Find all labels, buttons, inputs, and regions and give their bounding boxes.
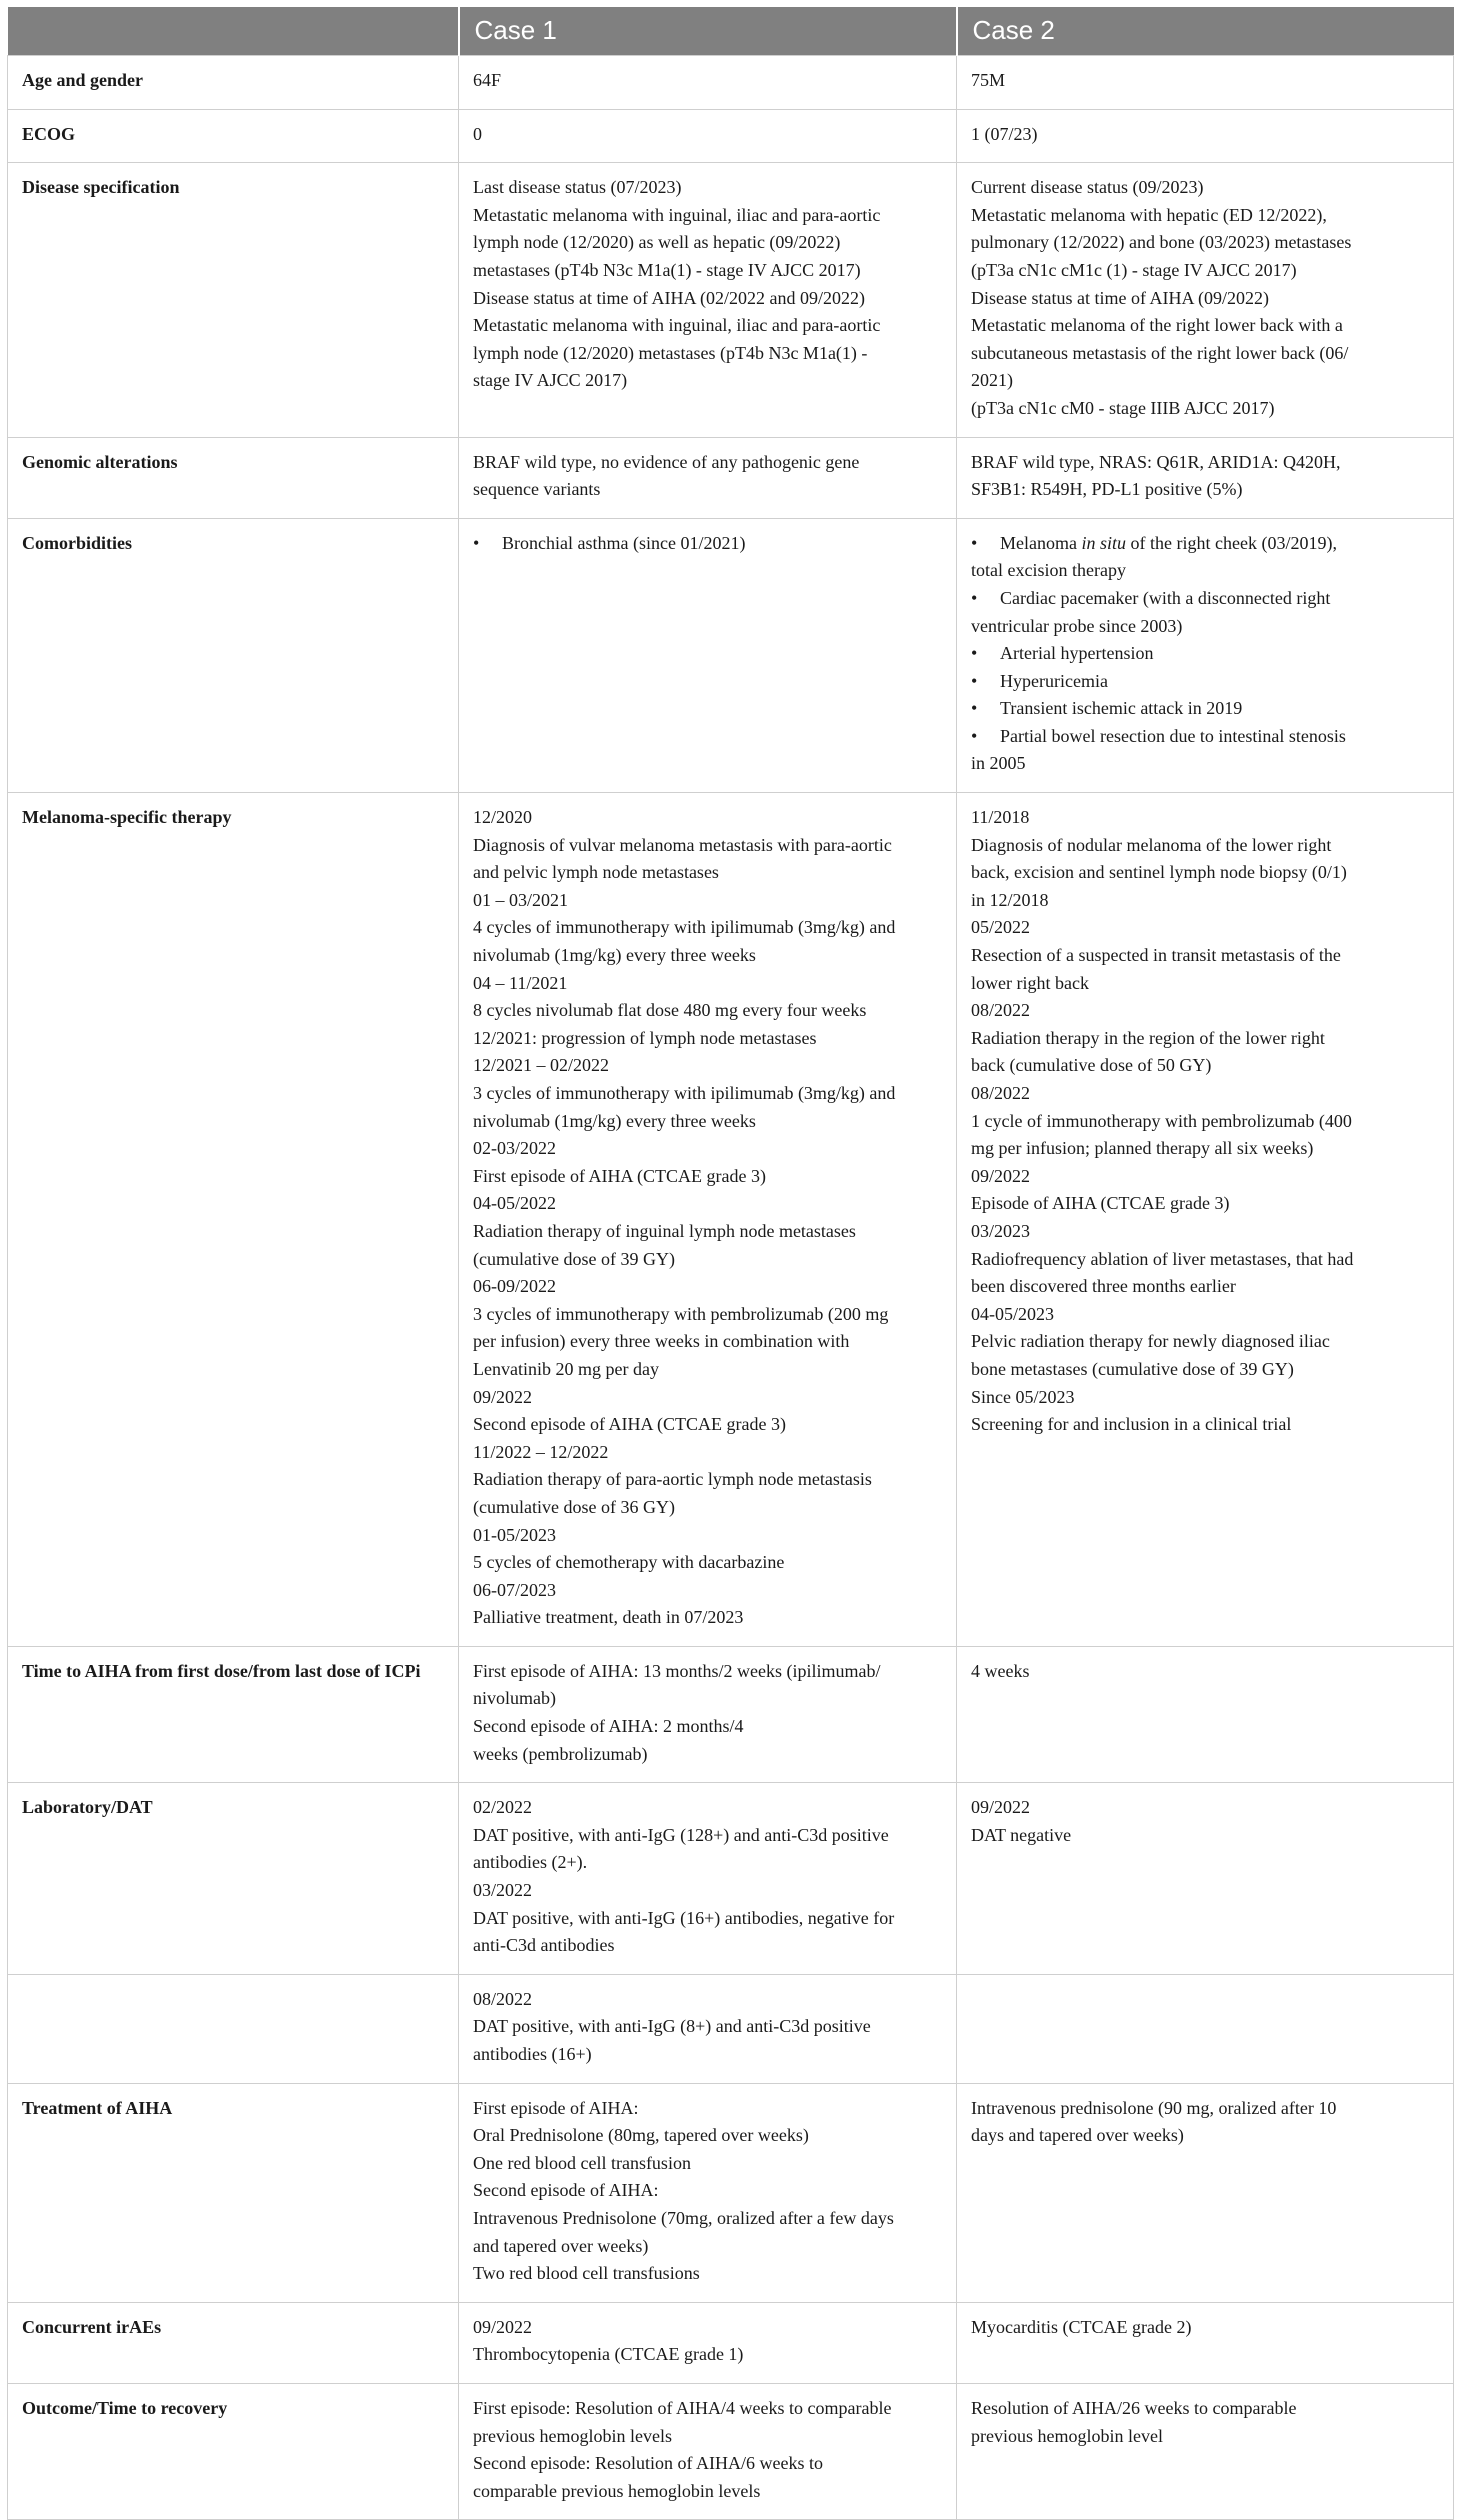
cell-line: stage IV AJCC 2017): [473, 370, 628, 391]
cell-line: 06-09/2022: [473, 1276, 556, 1297]
header-cell-case-1: Case 1: [459, 7, 957, 56]
bullet-text: Cardiac pacemaker (with a disconnected right: [1000, 587, 1331, 608]
cell-line: lymph node (12/2020) metastases (pT4b N3c M1a(1) -: [473, 342, 868, 363]
cell-line: 08/2022: [473, 1988, 533, 2009]
bullet-item: [971, 668, 1439, 696]
cell-line: 4 cycles of immunotherapy with ipilimumab (3mg/kg) and: [473, 917, 896, 938]
cell-line: 8 cycles nivolumab flat dose 480 mg every four weeks: [473, 1000, 867, 1021]
cell-line: bone metastases (cumulative dose of 39 GY): [971, 1358, 1294, 1379]
cell-line: sequence variants: [473, 479, 601, 500]
cell-line: 4 weeks: [971, 1660, 1030, 1681]
case-2-cell: [957, 56, 1454, 110]
bullet-text: Partial bowel resection due to intestinal stenosis: [1000, 725, 1346, 746]
cell-line: 08/2022: [971, 1083, 1031, 1103]
cell-line: and pelvic lymph node metastases: [473, 862, 719, 883]
cell-line: nivolumab (1mg/kg) every three weeks: [473, 945, 756, 966]
cell-line: previous hemoglobin level: [971, 2425, 1163, 2446]
cell-line: nivolumab): [473, 1688, 556, 1709]
cell-line: BRAF wild type, NRAS: Q61R, ARID1A: Q420H,: [971, 451, 1341, 472]
cell-line: DAT positive, with anti-IgG (8+) and anti-C3d positive: [473, 2016, 871, 2037]
table-row: [8, 2083, 1454, 2302]
row-label: Melanoma-specific therapy: [8, 793, 459, 1647]
bullet-dot-icon: •: [971, 587, 978, 608]
cell-line: Episode of AIHA (CTCAE grade 3): [971, 1193, 1230, 1214]
cell-line: back, excision and sentinel lymph node biopsy (0/1): [971, 862, 1347, 883]
table-row: [8, 56, 1454, 110]
bullet-text: Transient ischemic attack in 2019: [1000, 698, 1243, 719]
case-1-cell: [459, 518, 957, 792]
cell-line: Screening for and inclusion in a clinical trial: [971, 1414, 1292, 1435]
cell-line: mg per infusion; planned therapy all six weeks): [971, 1138, 1314, 1159]
bullet-dot-icon: •: [971, 670, 978, 691]
table-row: [8, 518, 1454, 792]
cell-line: 0: [473, 123, 482, 144]
case-2-cell: [957, 1646, 1454, 1782]
cell-line: 06-07/2023: [473, 1579, 556, 1600]
cell-line: 01 – 03/2021: [473, 889, 569, 910]
cell-line: Metastatic melanoma with inguinal, iliac and para-aortic: [473, 315, 881, 336]
cell-line: Radiation therapy of inguinal lymph node metastases: [473, 1220, 856, 1241]
cell-line: (pT3a cN1c cM1c (1) - stage IV AJCC 2017): [971, 259, 1297, 280]
cell-line: 09/2022: [473, 1386, 533, 1407]
cell-line: Resolution of AIHA/26 weeks to comparable: [971, 2397, 1297, 2418]
cell-line: (cumulative dose of 39 GY): [473, 1248, 675, 1269]
cell-line: 05/2022: [971, 917, 1031, 938]
case-1-cell: [459, 1974, 957, 2083]
bullet-line: [971, 668, 1439, 696]
cell-line: 09/2022: [971, 1797, 1031, 1818]
cell-line: Second episode of AIHA: 2 months/4: [473, 1716, 744, 1737]
cell-line: lower right back: [971, 972, 1089, 993]
cell-line: Two red blood cell transfusions: [473, 2263, 700, 2284]
case-1-cell: [459, 2383, 957, 2519]
bullet-text: Melanoma in situ of the right cheek (03/2019),: [1000, 532, 1337, 553]
row-label: ECOG: [8, 109, 459, 163]
case-1-cell: [459, 1646, 957, 1782]
table-row: [8, 1646, 1454, 1782]
table-header: [8, 7, 1454, 56]
cell-line: weeks (pembrolizumab): [473, 1743, 648, 1764]
table-row: [8, 109, 1454, 163]
bullet-item: [971, 530, 1439, 585]
cell-line: Thrombocytopenia (CTCAE grade 1): [473, 2344, 744, 2365]
cell-line: 2021): [971, 370, 1013, 391]
cell-line: Intravenous prednisolone (90 mg, oralized after 10: [971, 2097, 1337, 2118]
cell-line: Radiation therapy in the region of the lower right: [971, 1027, 1325, 1048]
bullet-item: [473, 530, 942, 558]
table-row: [8, 1783, 1454, 1975]
table-row: [8, 2383, 1454, 2519]
bullet-dot-icon: •: [971, 698, 978, 719]
cell-line: 12/2020: [473, 807, 533, 828]
cell-line: previous hemoglobin levels: [473, 2425, 672, 2446]
bullet-text: Hyperuricemia: [1000, 670, 1108, 691]
bullet-line: [971, 750, 1439, 778]
bullet-text: in 2005: [971, 753, 1026, 774]
bullet-line: [971, 613, 1439, 641]
row-label: Comorbidities: [8, 518, 459, 792]
cell-line: Radiation therapy of para-aortic lymph node metastasis: [473, 1469, 872, 1490]
table-row: [8, 2302, 1454, 2383]
cell-line: Disease status at time of AIHA (09/2022): [971, 287, 1269, 308]
row-label: Treatment of AIHA: [8, 2083, 459, 2302]
bullet-line: [971, 557, 1439, 585]
cell-line: Metastatic melanoma of the right lower back with a: [971, 315, 1343, 336]
case-1-cell: [459, 56, 957, 110]
cell-line: 64F: [473, 70, 502, 90]
case-1-cell: [459, 1783, 957, 1975]
cell-line: Pelvic radiation therapy for newly diagnosed iliac: [971, 1331, 1330, 1352]
table-body: [8, 56, 1454, 2520]
cell-line: DAT negative: [971, 1824, 1072, 1845]
case-1-cell: [459, 2083, 957, 2302]
cell-line: 11/2018: [971, 807, 1030, 828]
cell-line: First episode of AIHA: 13 months/2 weeks (ipilimumab/: [473, 1660, 881, 1681]
bullet-text: Bronchial asthma (since 01/2021): [502, 532, 746, 553]
cell-line: Since 05/2023: [971, 1386, 1075, 1407]
case-1-cell: [459, 109, 957, 163]
cell-line: 1 cycle of immunotherapy with pembrolizumab (400: [971, 1110, 1352, 1131]
cell-line: 02/2022: [473, 1797, 533, 1818]
case-1-cell: [459, 437, 957, 518]
bullet-list: [971, 530, 1439, 778]
header-cell-empty: [8, 7, 459, 56]
cell-line: Oral Prednisolone (80mg, tapered over weeks): [473, 2125, 809, 2146]
cell-line: in 12/2018: [971, 889, 1049, 910]
header-cell-case-2: Case 2: [957, 7, 1454, 56]
bullet-list: [473, 530, 942, 558]
cell-line: 01-05/2023: [473, 1524, 556, 1545]
cell-line: 3 cycles of immunotherapy with ipilimumab (3mg/kg) and: [473, 1083, 896, 1103]
cell-line: Lenvatinib 20 mg per day: [473, 1358, 659, 1379]
case-2-cell: [957, 793, 1454, 1647]
cell-line: DAT positive, with anti-IgG (16+) antibodies, negative for: [473, 1907, 895, 1928]
cell-line: 09/2022: [971, 1165, 1031, 1186]
case-2-cell: [957, 1974, 1454, 2083]
cell-line: 04-05/2022: [473, 1193, 556, 1214]
bullet-dot-icon: •: [971, 725, 978, 746]
cell-line: per infusion) every three weeks in combination with: [473, 1331, 850, 1352]
case-2-cell: [957, 1783, 1454, 1975]
case-2-cell: [957, 518, 1454, 792]
cell-line: Diagnosis of vulvar melanoma metastasis with para-aortic: [473, 834, 892, 855]
cell-line: antibodies (16+): [473, 2044, 592, 2064]
bullet-line: [971, 640, 1439, 668]
cell-line: 3 cycles of immunotherapy with pembrolizumab (200 mg: [473, 1303, 889, 1324]
table-row: [8, 163, 1454, 437]
cell-line: 12/2021 – 02/2022: [473, 1055, 610, 1076]
row-label: Age and gender: [8, 56, 459, 110]
table-row: [8, 437, 1454, 518]
cell-line: Metastatic melanoma with hepatic (ED 12/2022),: [971, 204, 1327, 225]
bullet-line: [473, 530, 942, 558]
cell-line: Intravenous Prednisolone (70mg, oralized after a few days: [473, 2207, 894, 2228]
bullet-line: [971, 723, 1439, 751]
cell-line: been discovered three months earlier: [971, 1276, 1236, 1297]
case-1-cell: [459, 793, 957, 1647]
bullet-item: [971, 695, 1439, 723]
cell-line: First episode of AIHA (CTCAE grade 3): [473, 1165, 766, 1186]
case-2-cell: [957, 2383, 1454, 2519]
table-row: [8, 1974, 1454, 2083]
row-label: Laboratory/DAT: [8, 1783, 459, 1975]
cell-line: 04-05/2023: [971, 1303, 1054, 1324]
bullet-dot-icon: •: [971, 532, 978, 553]
case-2-cell: [957, 2083, 1454, 2302]
row-label: Genomic alterations: [8, 437, 459, 518]
case-2-cell: [957, 2302, 1454, 2383]
case-comparison-table: [7, 7, 1454, 2520]
cell-line: Diagnosis of nodular melanoma of the lower right: [971, 834, 1332, 855]
case-2-cell: [957, 437, 1454, 518]
row-label: Disease specification: [8, 163, 459, 437]
row-label: Outcome/Time to recovery: [8, 2383, 459, 2519]
cell-line: Palliative treatment, death in 07/2023: [473, 1607, 744, 1628]
cell-line: First episode of AIHA:: [473, 2097, 639, 2118]
table-row: [8, 793, 1454, 1647]
cell-line: DAT positive, with anti-IgG (128+) and anti-C3d positive: [473, 1824, 889, 1845]
case-1-cell: [459, 163, 957, 437]
cell-line: 03/2023: [971, 1220, 1031, 1241]
cell-line: days and tapered over weeks): [971, 2125, 1184, 2146]
cell-line: One red blood cell transfusion: [473, 2152, 691, 2173]
case-2-cell: [957, 163, 1454, 437]
cell-line: antibodies (2+).: [473, 1852, 588, 1873]
cell-line: lymph node (12/2020) as well as hepatic (09/2022): [473, 232, 841, 253]
cell-line: subcutaneous metastasis of the right lower back (06/: [971, 342, 1349, 363]
cell-line: 04 – 11/2021: [473, 972, 568, 993]
row-label: Time to AIHA from first dose/from last dose of ICPi: [8, 1646, 459, 1782]
bullet-line: [971, 695, 1439, 723]
cell-line: (pT3a cN1c cM0 - stage IIIB AJCC 2017): [971, 397, 1275, 418]
cell-line: Second episode of AIHA (CTCAE grade 3): [473, 1414, 786, 1435]
row-label: [8, 1974, 459, 2083]
cell-line: 1 (07/23): [971, 123, 1038, 144]
cell-line: Disease status at time of AIHA (02/2022 and 09/2022): [473, 287, 865, 308]
cell-line: 08/2022: [971, 1000, 1031, 1021]
case-1-cell: [459, 2302, 957, 2383]
cell-line: nivolumab (1mg/kg) every three weeks: [473, 1110, 756, 1131]
cell-line: metastases (pT4b N3c M1a(1) - stage IV AJCC 2017): [473, 259, 861, 280]
bullet-text: ventricular probe since 2003): [971, 615, 1183, 636]
cell-line: Radiofrequency ablation of liver metastases, that had: [971, 1248, 1354, 1269]
row-label: Concurrent irAEs: [8, 2302, 459, 2383]
bullet-line: [971, 585, 1439, 613]
cell-line: comparable previous hemoglobin levels: [473, 2480, 761, 2501]
cell-line: Second episode: Resolution of AIHA/6 weeks to: [473, 2453, 823, 2474]
cell-line: Second episode of AIHA:: [473, 2180, 659, 2201]
cell-line: 03/2022: [473, 1880, 533, 1901]
bullet-text: Arterial hypertension: [1000, 643, 1154, 664]
cell-line: Resection of a suspected in transit metastasis of the: [971, 945, 1341, 966]
cell-line: Metastatic melanoma with inguinal, iliac and para-aortic: [473, 204, 881, 225]
cell-line: Myocarditis (CTCAE grade 2): [971, 2316, 1192, 2337]
bullet-item: [971, 640, 1439, 668]
cell-line: SF3B1: R549H, PD-L1 positive (5%): [971, 479, 1243, 500]
cell-line: anti-C3d antibodies: [473, 1935, 615, 1956]
bullet-dot-icon: •: [971, 643, 978, 664]
cell-line: 5 cycles of chemotherapy with dacarbazine: [473, 1552, 785, 1573]
cell-line: pulmonary (12/2022) and bone (03/2023) metastases: [971, 232, 1352, 253]
bullet-dot-icon: •: [473, 532, 480, 553]
cell-line: 12/2021: progression of lymph node metastases: [473, 1027, 817, 1048]
cell-line: back (cumulative dose of 50 GY): [971, 1055, 1212, 1076]
bullet-item: [971, 585, 1439, 640]
cell-line: BRAF wild type, no evidence of any pathogenic gene: [473, 451, 860, 472]
cell-line: 09/2022: [473, 2316, 533, 2337]
cell-line: Last disease status (07/2023): [473, 177, 682, 198]
bullet-text: total excision therapy: [971, 560, 1126, 581]
bullet-item: [971, 723, 1439, 778]
cell-line: 11/2022 – 12/2022: [473, 1441, 609, 1462]
bullet-line: [971, 530, 1439, 558]
cell-line: (cumulative dose of 36 GY): [473, 1496, 675, 1517]
cell-line: First episode: Resolution of AIHA/4 weeks to comparable: [473, 2397, 892, 2418]
cell-line: Current disease status (09/2023): [971, 177, 1204, 198]
cell-line: 75M: [971, 70, 1006, 90]
cell-line: and tapered over weeks): [473, 2235, 649, 2256]
cell-line: 02-03/2022: [473, 1138, 556, 1159]
case-2-cell: [957, 109, 1454, 163]
